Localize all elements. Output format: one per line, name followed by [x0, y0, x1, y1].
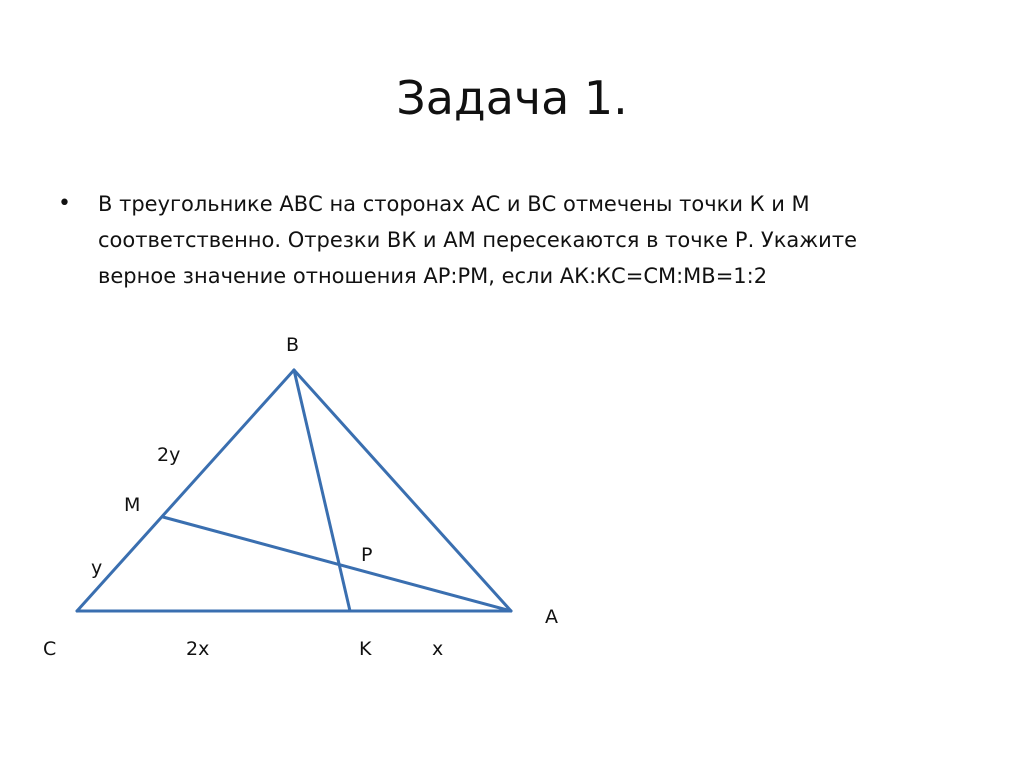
triangle-lines: [77, 370, 511, 611]
point-label-p: P: [361, 544, 373, 566]
label-segment-cm: y: [91, 557, 103, 579]
label-segment-ck: 2x: [186, 638, 210, 660]
segment-am: [163, 517, 511, 611]
side-ba: [294, 370, 511, 611]
bullet-point: •: [58, 191, 71, 216]
point-label-m: M: [124, 494, 141, 516]
vertex-label-a: A: [545, 606, 558, 628]
problem-line: соответственно. Отрезки ВК и АМ пересекаются в точке Р. Укажите: [98, 228, 857, 252]
slide-title: Задача 1.: [396, 71, 628, 125]
side-cb: [77, 370, 294, 611]
label-segment-mb: 2y: [157, 444, 181, 466]
problem-line: верное значение отношения АР:РМ, если АК:КС=СМ:МВ=1:2: [98, 264, 768, 288]
point-label-k: K: [359, 638, 372, 660]
label-segment-ka: x: [432, 638, 444, 660]
segment-bk: [294, 370, 350, 611]
vertex-label-b: B: [286, 334, 300, 356]
vertex-label-c: C: [43, 638, 57, 660]
problem-line: В треугольнике АВС на сторонах АС и ВС отмечены точки К и М: [98, 192, 810, 216]
